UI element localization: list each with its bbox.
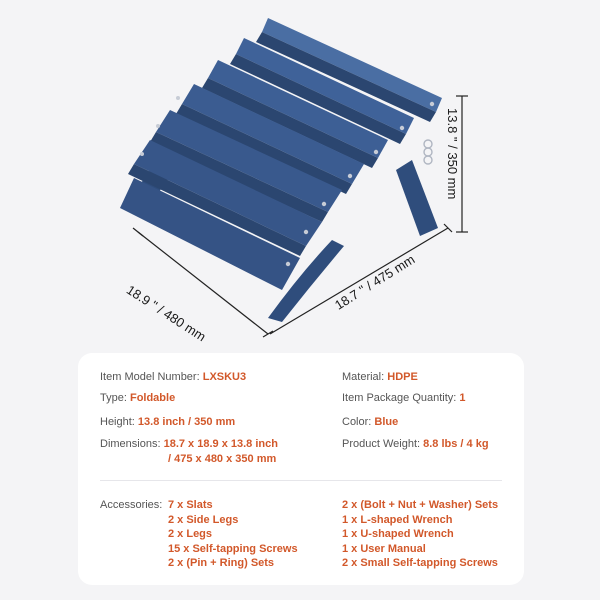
width-dimension-label: 18.7 " / 475 mm <box>332 251 418 313</box>
accessories-label: Accessories: <box>100 499 163 511</box>
package-value: 1 <box>459 392 466 404</box>
height-dimension-label: 13.8 " / 350 mm <box>445 108 460 200</box>
material-label: Material: <box>342 371 385 383</box>
height-row <box>100 415 235 430</box>
dimensions-row-2 <box>168 452 276 467</box>
dimensions-value-2: / 475 x 480 x 350 mm <box>168 453 277 465</box>
dimensions-value-1: 18.7 x 18.9 x 13.8 inch <box>163 438 278 450</box>
material-value: HDPE <box>387 371 418 383</box>
accessories-label-row <box>100 498 162 513</box>
list-item: 1 x U-shaped Wrench <box>342 528 454 540</box>
type-row <box>100 391 175 406</box>
list-item: 2 x Small Self-tapping Screws <box>342 557 498 569</box>
package-row <box>342 391 466 406</box>
list-item: 7 x Slats <box>168 499 213 511</box>
list-item: 15 x Self-tapping Screws <box>168 542 298 555</box>
width-dimension-cap <box>444 224 452 232</box>
pin-ring-chain-icon <box>424 140 432 164</box>
weight-value: 8.8 lbs / 4 kg <box>423 438 489 450</box>
list-item: 2 x Legs <box>168 528 213 540</box>
back-leg <box>396 160 438 236</box>
color-value: Blue <box>374 416 399 428</box>
model-value: LXSKU3 <box>202 371 247 383</box>
dimensions-row <box>100 437 278 452</box>
list-item: 2 x (Bolt + Nut + Washer) Sets <box>342 499 499 511</box>
depth-dimension-cap-a <box>133 228 143 236</box>
section-divider <box>100 480 502 481</box>
color-row <box>342 415 398 430</box>
height-label: Height: <box>100 416 135 428</box>
weight-label: Product Weight: <box>342 438 421 450</box>
package-label: Item Package Quantity: <box>342 392 457 404</box>
list-item: 1 x User Manual <box>342 542 426 555</box>
list-item: 2 x (Pin + Ring) Sets <box>168 557 275 569</box>
weight-row <box>342 437 489 452</box>
model-row <box>100 370 246 385</box>
type-value: Foldable <box>129 392 176 404</box>
material-row <box>342 370 418 385</box>
dimensions-label: Dimensions: <box>100 438 161 450</box>
height-value: 13.8 inch / 350 mm <box>137 416 236 428</box>
type-label: Type: <box>100 392 127 404</box>
accessories-list-right <box>342 498 498 571</box>
list-item: 2 x Side Legs <box>168 513 239 526</box>
list-item: 1 x L-shaped Wrench <box>342 513 453 526</box>
model-label: Item Model Number: <box>100 371 200 383</box>
color-label: Color: <box>342 416 372 428</box>
spec-card <box>78 353 524 585</box>
slats <box>120 18 442 290</box>
depth-dimension-label: 18.9 " / 480 mm <box>123 282 209 345</box>
accessories-list-left <box>168 498 298 571</box>
